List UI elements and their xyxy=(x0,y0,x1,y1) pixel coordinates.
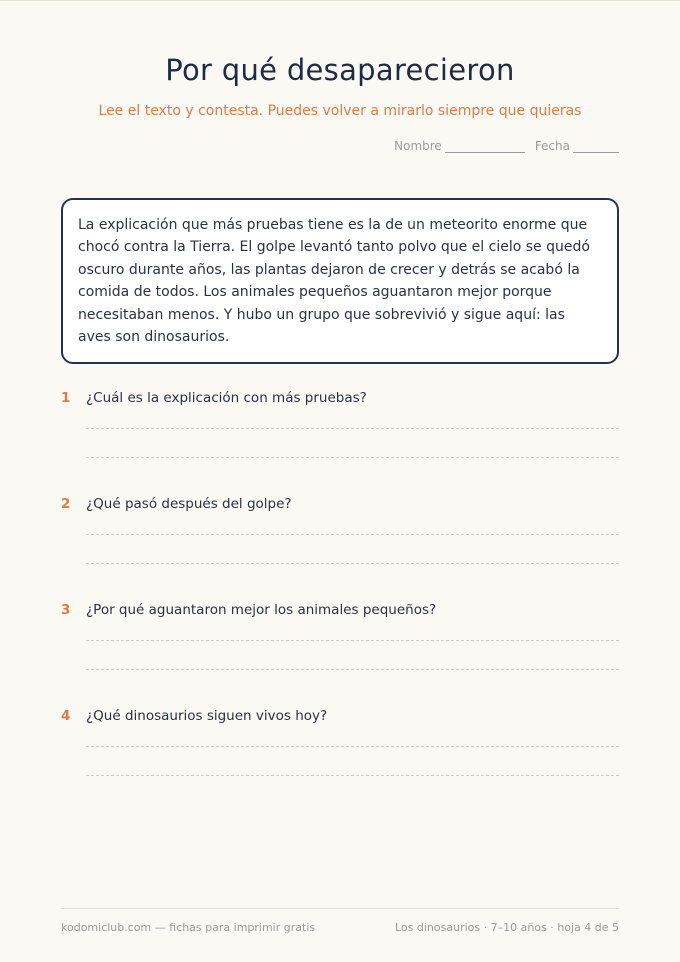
date-label: Fecha xyxy=(534,139,570,153)
question-number: 3 xyxy=(61,602,71,618)
answer-line xyxy=(86,746,619,747)
answer-line xyxy=(86,457,619,458)
answer-line xyxy=(86,563,619,564)
question-number: 1 xyxy=(61,390,71,406)
answer-line xyxy=(86,534,619,535)
question-text: ¿Qué pasó después del golpe? xyxy=(86,496,292,512)
answer-line xyxy=(86,775,619,776)
date-blank xyxy=(573,140,619,153)
question-number: 4 xyxy=(61,708,71,724)
question-1 xyxy=(61,390,619,406)
page-title: Por qué desaparecieron xyxy=(165,53,515,87)
name-label: Nombre xyxy=(394,139,442,153)
question-number: 2 xyxy=(61,496,71,512)
question-3 xyxy=(61,602,619,618)
footer-divider xyxy=(61,908,619,909)
name-date-fields xyxy=(394,139,619,153)
answer-line xyxy=(86,640,619,641)
answer-line xyxy=(86,669,619,670)
reading-passage: La explicación que más pruebas tiene es la de un meteorito enorme que chocó contra la Tierra. El golpe levantó tanto polvo que el cielo se quedó oscuro durante años, las plantas dejaron de crecer y detrás se acabó la comida de todos. Los animales pequeños aguantaron mejor porque necesitaban menos. Y hubo un grupo que sobrevivió y sigue aquí: las aves son dinosaurios. xyxy=(78,217,590,346)
page-subtitle: Lee el texto y contesta. Puedes volver a mirarlo siempre que quieras xyxy=(98,103,582,119)
question-text: ¿Cuál es la explicación con más pruebas? xyxy=(86,390,367,406)
footer-page-info: Los dinosaurios · 7–10 años · hoja 4 de 5 xyxy=(395,921,619,934)
question-2 xyxy=(61,496,619,512)
question-text: ¿Por qué aguantaron mejor los animales pequeños? xyxy=(86,602,437,618)
reading-passage-box xyxy=(61,198,619,364)
footer-site-credit: kodomiclub.com — fichas para imprimir gratis xyxy=(61,921,316,934)
question-4 xyxy=(61,708,619,724)
name-blank xyxy=(445,140,525,153)
question-text: ¿Qué dinosaurios siguen vivos hoy? xyxy=(86,708,328,724)
answer-line xyxy=(86,428,619,429)
